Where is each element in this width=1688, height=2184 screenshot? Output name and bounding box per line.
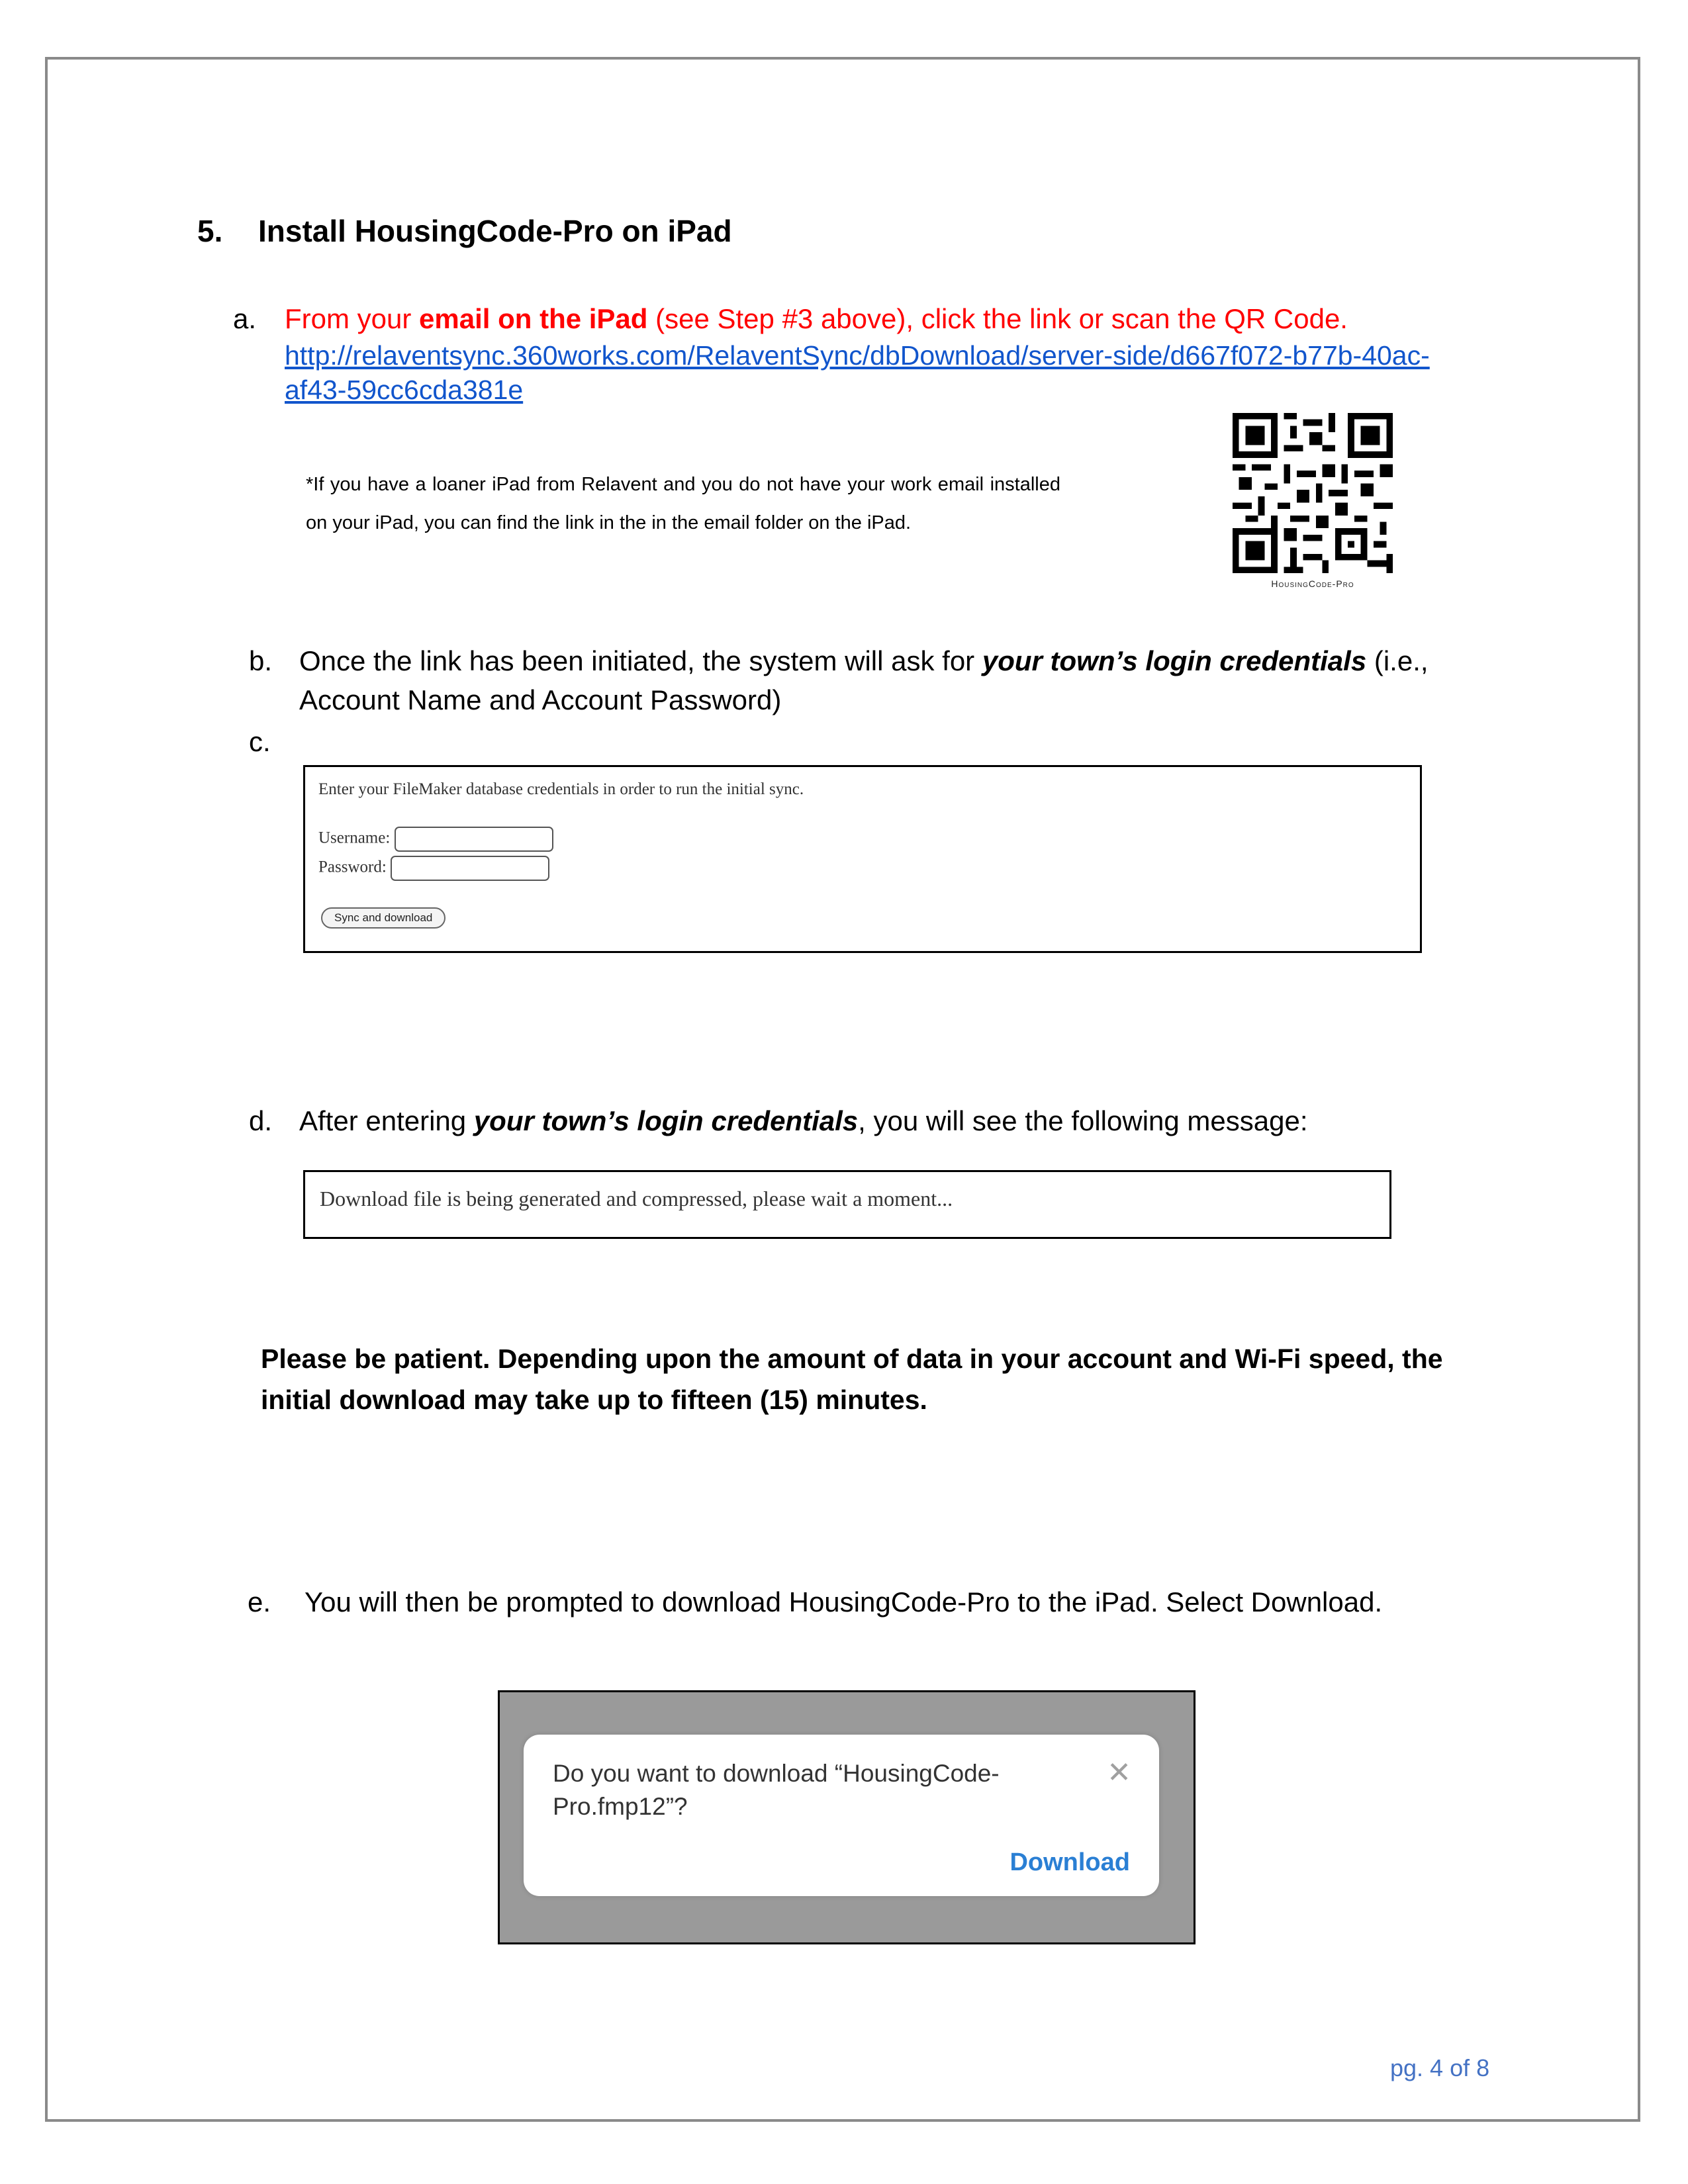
section-number: 5. (197, 214, 223, 248)
generating-message-screenshot (303, 1170, 1391, 1239)
step-d-text (299, 1105, 1308, 1137)
step-b-letter: b. (249, 645, 273, 676)
step-d-text-post: , you will see the following message: (858, 1105, 1308, 1136)
step-b-line2: Account Name and Account Password) (299, 684, 782, 715)
download-button[interactable]: Download (1009, 1848, 1130, 1876)
step-d-letter: d. (249, 1105, 273, 1136)
credentials-prompt: Enter your FileMaker database credentials in order to run the initial sync. (318, 780, 804, 798)
username-input[interactable] (395, 827, 553, 852)
step-e-letter: e. (248, 1586, 271, 1617)
password-input[interactable] (391, 856, 549, 881)
dialog-message (553, 1757, 1016, 1823)
step-a-text-pre: From your (285, 303, 420, 334)
section-title: Install HousingCode-Pro on iPad (258, 214, 732, 248)
download-dialog-screenshot (498, 1690, 1196, 1944)
step-b-text (299, 645, 1429, 677)
patience-line2: initial download may take up to fifteen (15) minutes. (261, 1385, 927, 1415)
credentials-screenshot (303, 765, 1422, 953)
generating-message: Download file is being generated and compressed, please wait a moment... (320, 1187, 953, 1210)
loaner-ipad-note: *If you have a loaner iPad from Relavent and you do not have your work email installed on your iPad, you can find the link in the in the email folder on the iPad. (306, 474, 1060, 533)
step-a-text-post: (see Step #3 above), click the link or scan the QR Code. (647, 303, 1348, 334)
download-link-line2[interactable]: af43-59cc6cda381e (285, 375, 524, 405)
qr-code[interactable] (1233, 413, 1393, 573)
download-dialog (524, 1735, 1159, 1896)
password-row (318, 856, 549, 881)
step-c-letter: c. (249, 726, 271, 757)
step-b-text-post: (i.e., (1366, 645, 1429, 676)
step-a-letter: a. (233, 303, 257, 334)
username-row (318, 827, 553, 852)
step-b-text-pre: Once the link has been initiated, the system will ask for (299, 645, 982, 676)
step-d-text-bold: your town’s login credentials (473, 1105, 859, 1136)
patience-note (261, 1338, 1452, 1420)
step-e-text: You will then be prompted to download HousingCode-Pro to the iPad. Select Download. (305, 1586, 1383, 1617)
section-heading (197, 213, 732, 249)
username-label: Username: (318, 829, 391, 847)
qr-caption: HousingCode-Pro (1271, 578, 1354, 589)
step-d-text-pre: After entering (299, 1105, 474, 1136)
close-icon[interactable]: ✕ (1107, 1756, 1131, 1789)
sync-and-download-button[interactable]: Sync and download (321, 907, 445, 929)
step-a-text (285, 303, 1348, 335)
sync-row (321, 907, 445, 929)
page-number: pg. 4 of 8 (1390, 2054, 1490, 2081)
patience-line1: Please be patient. Depending upon the amount of data in your account and Wi-Fi speed, the (261, 1343, 1443, 1374)
step-b-text-bold: your town’s login credentials (982, 645, 1367, 676)
dialog-line2: Pro.fmp12”? (553, 1793, 688, 1820)
dialog-line1: Do you want to download “HousingCode- (553, 1760, 1000, 1787)
password-label: Password: (318, 858, 387, 876)
download-link-line1[interactable]: http://relaventsync.360works.com/RelaventSync/dbDownload/server-side/d667f072-b77b-40ac- (285, 340, 1430, 371)
step-a-text-bold: email on the iPad (419, 303, 648, 334)
